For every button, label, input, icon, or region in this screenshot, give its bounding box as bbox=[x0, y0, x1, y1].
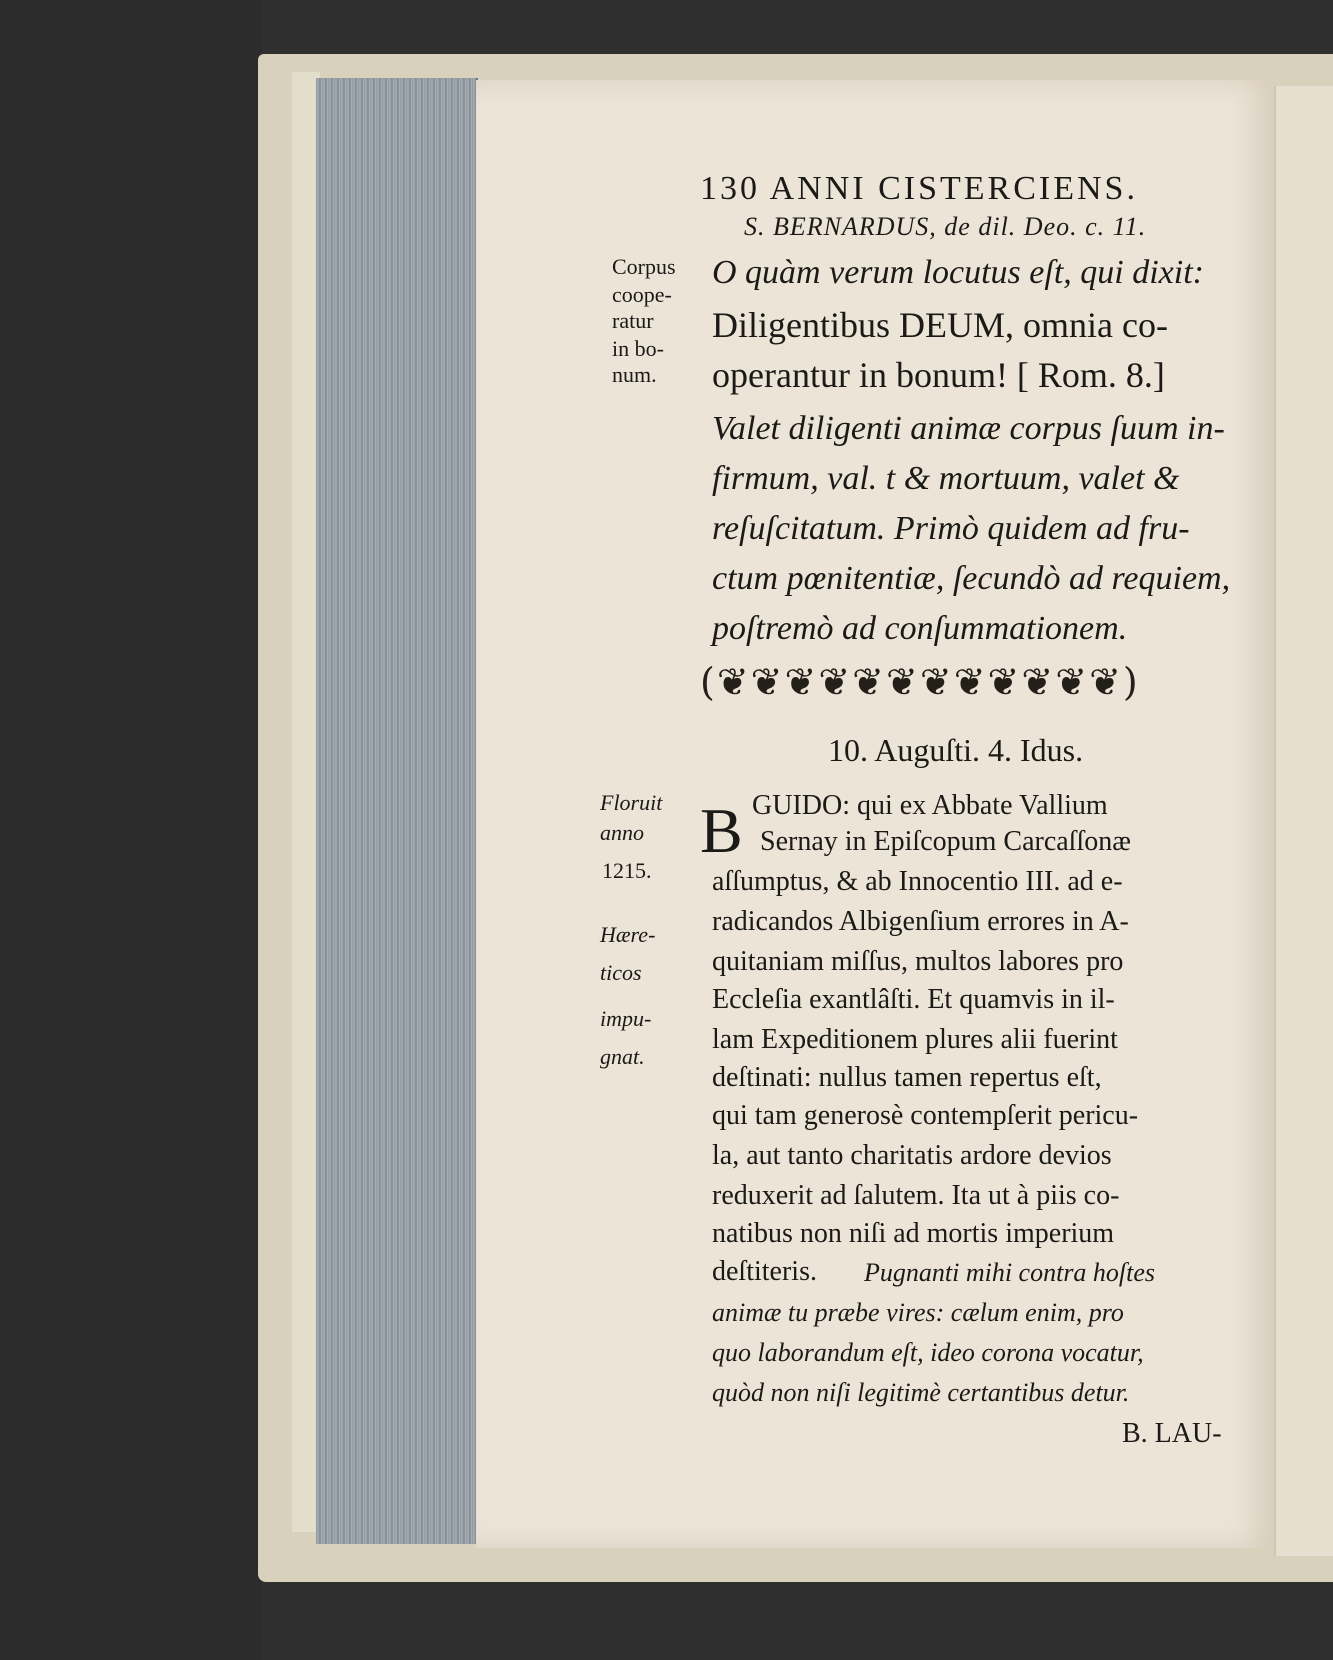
entry-line: aſſumptus, & ab Innocentio III. ad e- bbox=[712, 866, 1123, 897]
page-block-edges bbox=[316, 78, 478, 1544]
margin-note-line: coope- bbox=[612, 282, 672, 307]
margin-note-line: impu- bbox=[600, 1006, 652, 1031]
passage-line: poſtremò ad conſummationem. bbox=[712, 610, 1128, 647]
scan-backdrop bbox=[0, 0, 262, 1660]
entry-italic-line: Pugnanti mihi contra hoſtes bbox=[864, 1258, 1156, 1287]
passage-line: ctum pœnitentiæ, ſecundò ad requiem, bbox=[712, 560, 1231, 597]
margin-note-line: ratur bbox=[612, 308, 654, 333]
entry-line: deſtiteris. bbox=[712, 1256, 817, 1287]
entry-line: natibus non niſi ad mortis imperium bbox=[712, 1218, 1115, 1249]
passage-line: firmum, val. t & mortuum, valet & bbox=[712, 460, 1180, 497]
entry-line: deſtinati: nullus tamen repertus eſt, bbox=[712, 1062, 1102, 1093]
entry-line: reduxerit ad ſalutem. Ita ut à piis co- bbox=[712, 1180, 1120, 1211]
margin-note-line: ticos bbox=[600, 960, 642, 985]
entry-line: quitaniam miſſus, multos labores pro bbox=[712, 946, 1124, 977]
margin-note-line: in bo- bbox=[612, 336, 664, 361]
entry-line: Eccleſia exantlâſti. Et quamvis in il- bbox=[712, 984, 1115, 1015]
running-head: 130 ANNI CISTERCIENS. bbox=[700, 170, 1138, 207]
catchword: B. LAU- bbox=[1122, 1418, 1222, 1449]
margin-note-line: num. bbox=[612, 362, 657, 387]
facing-page-edge bbox=[1274, 86, 1333, 1556]
source-citation: S. BERNARDUS, de dil. Deo. c. 11. bbox=[744, 212, 1147, 241]
passage-line: Valet diligenti animæ corpus ſuum in- bbox=[712, 410, 1225, 447]
entry-line: la, aut tanto charitatis ardore devios bbox=[712, 1140, 1112, 1171]
margin-note-line: Hære- bbox=[600, 922, 656, 947]
margin-note-line: gnat. bbox=[600, 1044, 645, 1069]
entry-line: GUIDO: qui ex Abbate Vallium bbox=[752, 790, 1108, 821]
margin-note-line: Corpus bbox=[612, 254, 676, 279]
passage-line: Diligentibus DEUM, omnia co- bbox=[712, 305, 1168, 345]
entry-italic-line: quòd non niſi legitimè certantibus detur. bbox=[712, 1378, 1130, 1407]
decorative-ornament-band: (❦❦❦❦❦❦❦❦❦❦❦❦) bbox=[700, 660, 1140, 704]
entry-italic-line: animæ tu præbe vires: cælum enim, pro bbox=[712, 1298, 1124, 1327]
entry-line: qui tam generosè contempſerit pericu- bbox=[712, 1100, 1139, 1131]
margin-note-line: Floruit bbox=[600, 790, 663, 815]
entry-italic-line: quo laborandum eſt, ideo corona vocatur, bbox=[712, 1338, 1144, 1367]
margin-note-line: anno bbox=[600, 820, 644, 845]
margin-note-line: 1215. bbox=[602, 858, 652, 883]
date-heading: 10. Auguſti. 4. Idus. bbox=[828, 732, 1084, 768]
entry-line: Sernay in Epiſcopum Carcaſſonæ bbox=[760, 826, 1131, 857]
entry-line: radicandos Albigenſium errores in A- bbox=[712, 906, 1129, 937]
passage-line: operantur in bonum! [ Rom. 8.] bbox=[712, 355, 1165, 395]
entry-line: lam Expeditionem plures alii fuerint bbox=[712, 1024, 1118, 1055]
passage-line: reſuſcitatum. Primò quidem ad fru- bbox=[712, 510, 1190, 547]
drop-cap: B bbox=[700, 795, 743, 866]
passage-line: O quàm verum locutus eſt, qui dixit: bbox=[712, 254, 1204, 291]
